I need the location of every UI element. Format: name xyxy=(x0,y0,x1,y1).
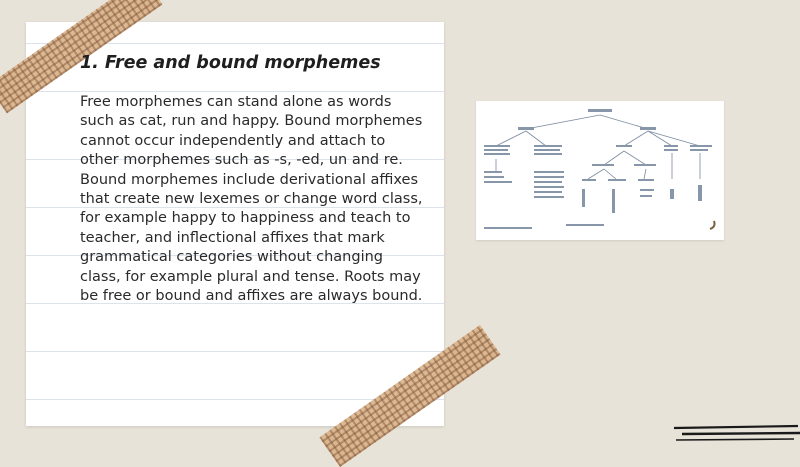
morpheme-tree-diagram xyxy=(476,101,724,240)
slide-title: 1. Free and bound morphemes xyxy=(80,53,381,73)
slide-body-text: Free morphemes can stand alone as words such as cat, run and happy. Bound morphemes cannot occur independently and attach to other morphemes such as -s, -ed, un and re. Bound morphemes include derivational affixes that create new lexemes or change word class, for example happy to happiness and teach to teacher, and inflectional affixes that mark grammatical categories without changing class, for example plural and tense. Roots may be free or bound and affixes are always bound. xyxy=(80,94,423,305)
morpheme-diagram-image xyxy=(476,101,724,240)
decorative-lines xyxy=(672,420,800,446)
